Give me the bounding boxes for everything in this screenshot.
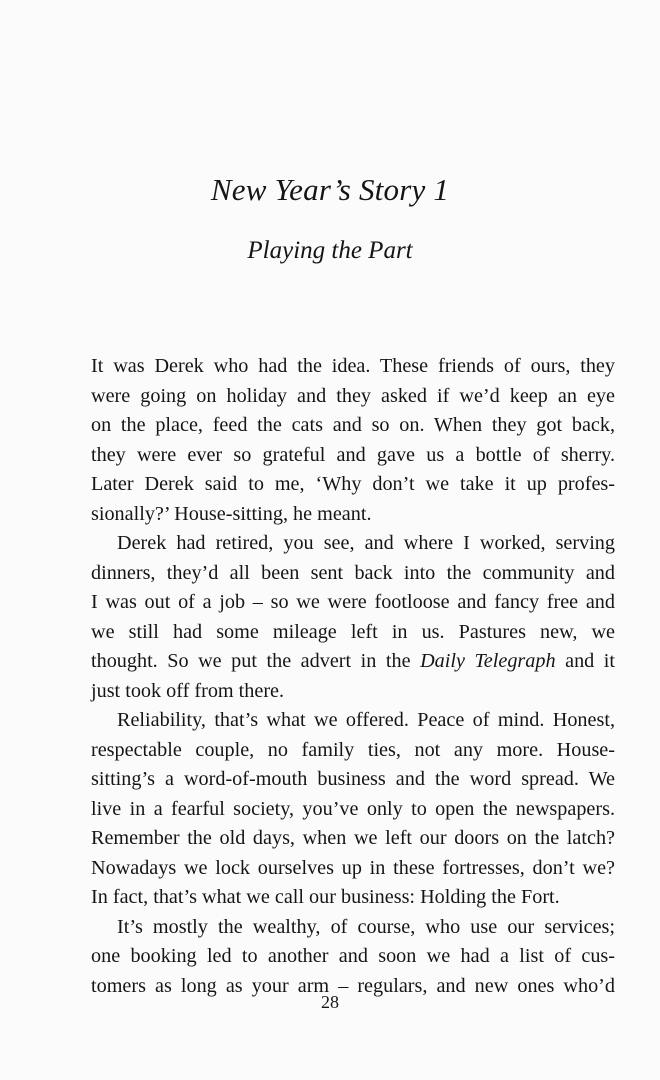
newspaper-name: Daily Telegraph xyxy=(420,650,556,672)
page-number: 28 xyxy=(321,992,339,1012)
text-line: respectable couple, no family ties, not any more. House- xyxy=(91,738,615,761)
paragraph-4 xyxy=(91,913,615,1002)
text-line: It’s mostly the wealthy, of course, who use our services; xyxy=(117,915,615,938)
text-line: were going on holiday and they asked if we’d keep an eye xyxy=(91,384,615,407)
text-line: Remember the old days, when we left our doors on the latch? xyxy=(91,827,615,849)
text-line: dinners, they’d all been sent back into the community and xyxy=(91,561,615,584)
text-line: It was Derek who had the idea. These friends of ours, they xyxy=(91,355,615,377)
text-line: Later Derek said to me, ‘Why don’t we take it up profes- xyxy=(91,473,615,495)
text-line-with-italic xyxy=(91,647,615,677)
text-line: Reliability, that’s what we offered. Peace of mind. Honest, xyxy=(117,709,615,731)
text-line: one booking led to another and soon we had a list of cus- xyxy=(91,945,615,967)
body-text xyxy=(91,352,615,1001)
text-line: on the place, feed the cats and so on. When they got back, xyxy=(91,414,615,436)
text-line: Nowadays we lock ourselves up in these fortresses, don’t we? xyxy=(91,856,615,879)
paragraph-3 xyxy=(91,706,615,913)
text-line: they were ever so grateful and gave us a bottle of sherry. xyxy=(91,443,615,466)
chapter-subtitle: Playing the Part xyxy=(247,237,413,264)
paragraph-2 xyxy=(91,529,615,706)
text-line: live in a fearful society, you’ve only to open the newspapers. xyxy=(91,797,615,820)
paragraph-1 xyxy=(91,352,615,529)
text-line: tomers as long as your arm – regulars, and new ones who’d xyxy=(91,974,615,997)
text-line: we still had some mileage left in us. Pastures new, we xyxy=(91,620,615,643)
text-segment: and it xyxy=(565,650,616,672)
text-line: I was out of a job – so we were footloose and fancy free and xyxy=(91,591,615,613)
text-segment: thought. So we put the advert in the xyxy=(91,650,421,672)
text-line: Derek had retired, you see, and where I worked, serving xyxy=(117,532,615,554)
text-line: just took off from there. xyxy=(91,679,285,702)
text-line: sitting’s a word-of-mouth business and the word spread. We xyxy=(91,768,615,790)
text-line: In fact, that’s what we call our business: Holding the Fort. xyxy=(91,886,560,908)
chapter-title: New Year’s Story 1 xyxy=(210,172,450,207)
text-line: sionally?’ House-sitting, he meant. xyxy=(91,502,372,525)
